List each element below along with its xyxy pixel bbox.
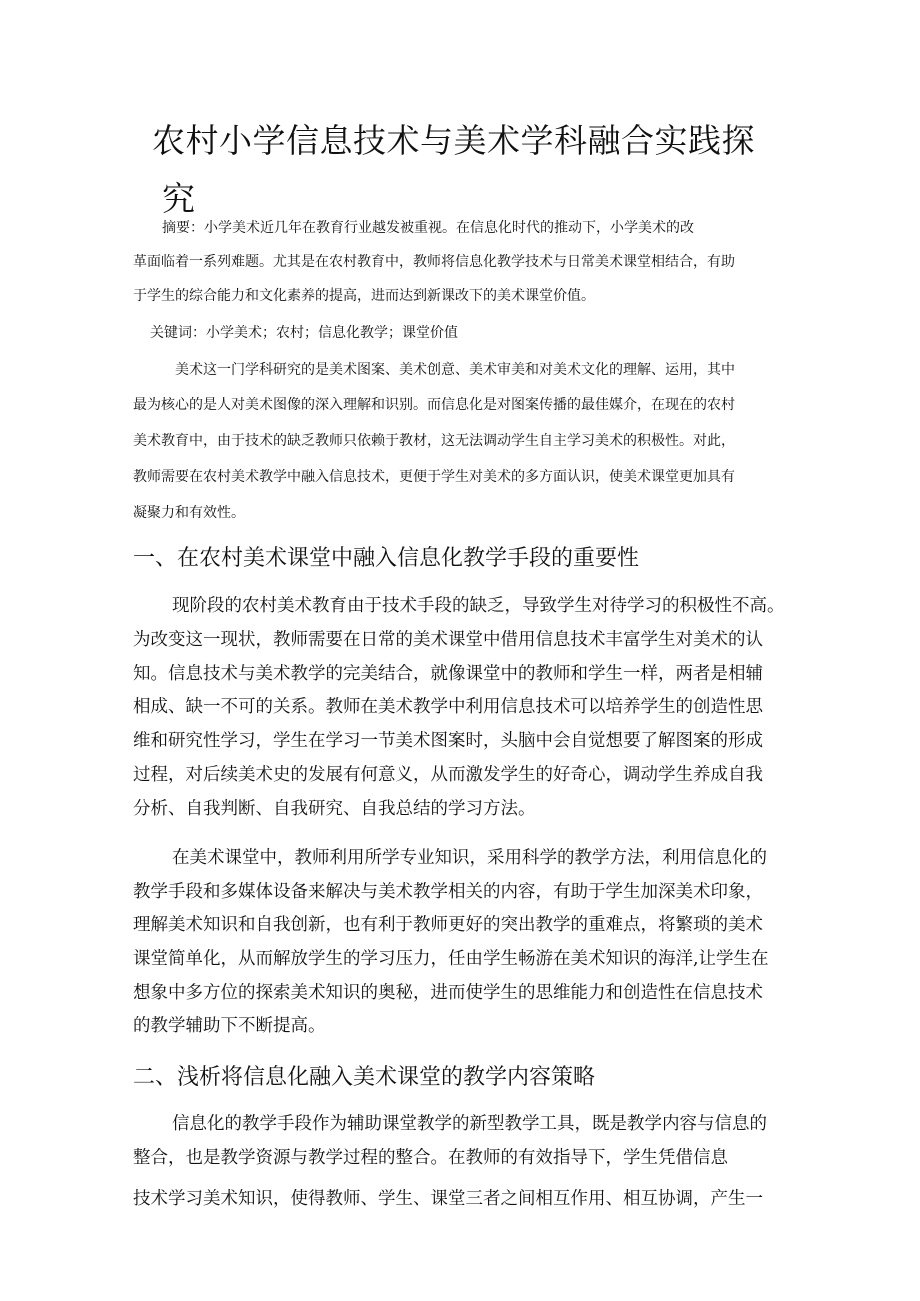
section-heading-2: 二、浅析将信息化融入美术课堂的教学内容策略: [133, 1065, 596, 1090]
paragraph-line: 相成、缺一不可的关系。教师在美术教学中利用信息技术可以培养学生的创造性思: [133, 697, 763, 717]
paragraph-line: 分析、自我判断、自我研究、自我总结的学习方法。: [133, 799, 536, 819]
paragraph-line: 整合，也是教学资源与教学过程的整合。在教师的有效指导下，学生凭借信息: [133, 1148, 728, 1168]
intro-line: 凝聚力和有效性。: [133, 505, 245, 521]
abstract-line: 革面临着一系列难题。尤其是在农村教育中，教师将信息化教学技术与日常美术课堂相结合，有助: [133, 254, 735, 270]
paragraph-line: 课堂简单化，从而解放学生的学习压力，任由学生畅游在美术知识的海洋,让学生在: [133, 949, 769, 969]
paragraph-line: 在美术课堂中，教师利用所学专业知识，采用科学的教学方法，利用信息化的: [172, 848, 767, 868]
abstract-line: 于学生的综合能力和文化素养的提高，进而达到新课改下的美术课堂价值。: [133, 288, 595, 304]
intro-line: 教师需要在农村美术教学中融入信息技术，更便于学生对美术的多方面认识，使美术课堂更加具有: [133, 469, 735, 485]
intro-line: 美术教育中，由于技术的缺乏教师只依赖于教材，这无法调动学生自主学习美术的积极性。对此，: [133, 433, 735, 449]
paragraph-line: 过程，对后续美术史的发展有何意义，从而激发学生的好奇心，调动学生养成自我: [133, 765, 763, 785]
paragraph-line: 理解美术知识和自我创新，也有利于教师更好的突出教学的重难点，将繁琐的美术: [133, 915, 763, 935]
paragraph-line: 知。信息技术与美术教学的完美结合，就像课堂中的教师和学生一样，两者是相辅: [133, 664, 763, 684]
section-heading-1: 一、在农村美术课堂中融入信息化教学手段的重要性: [133, 546, 640, 571]
paragraph-line: 现阶段的农村美术教育由于技术手段的缺乏，导致学生对待学习的积极性不高。: [172, 596, 785, 616]
paragraph-line: 维和研究性学习，学生在学习一节美术图案时，头脑中会自觉想要了解图案的形成: [133, 731, 763, 751]
document-title: [152, 112, 792, 228]
title-line-1: 农村小学信息技术与美术学科融合实践探: [152, 121, 755, 160]
keywords: 关键词：小学美术；农村；信息化教学；课堂价值: [150, 325, 458, 341]
abstract-line: 摘要：小学美术近几年在教育行业越发被重视。在信息化时代的推动下，小学美术的改: [162, 220, 694, 236]
paragraph-line: 的教学辅助下不断提高。: [133, 1016, 326, 1036]
paragraph-line: 技术学习美术知识，使得教师、学生、课堂三者之间相互作用、相互协调，产生一: [133, 1189, 763, 1209]
paragraph-line: 教学手段和多媒体设备来解决与美术教学相关的内容，有助于学生加深美术印象，: [133, 882, 763, 902]
paragraph-line: 信息化的教学手段作为辅助课堂教学的新型教学工具，既是教学内容与信息的: [172, 1114, 767, 1134]
paragraph-line: 为改变这一现状，教师需要在日常的美术课堂中借用信息技术丰富学生对美术的认: [133, 630, 763, 650]
paragraph-line: 想象中多方位的探索美术知识的奥秘，进而使学生的思维能力和创造性在信息技术: [133, 983, 763, 1003]
title-line-2: 究: [162, 179, 196, 218]
intro-line: 美术这一门学科研究的是美术图案、美术创意、美术审美和对美术文化的理解、运用，其中: [175, 362, 735, 378]
intro-line: 最为核心的是人对美术图像的深入理解和识别。而信息化是对图案传播的最佳媒介，在现在的农村: [133, 397, 735, 413]
